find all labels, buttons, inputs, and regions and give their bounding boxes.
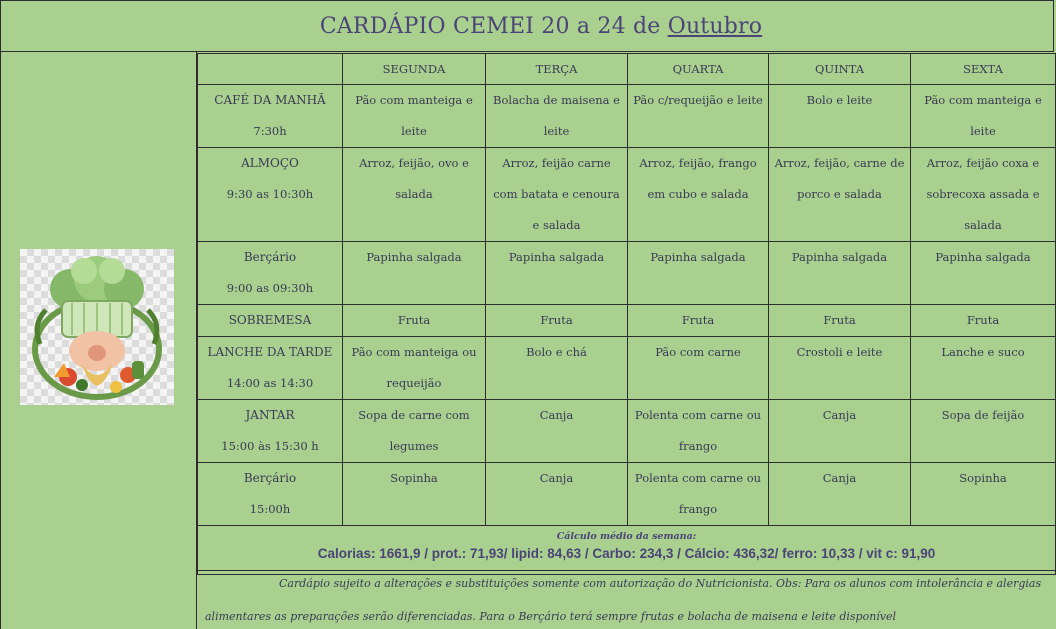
- day-header: SEXTA: [911, 54, 1056, 85]
- menu-cell: Pão c/requeijão e leite: [628, 85, 769, 148]
- menu-cell: Fruta: [911, 305, 1056, 337]
- table-row: [198, 242, 1056, 305]
- calc-values: Calorias: 1661,9 / prot.: 71,93/ lipid: 84,63 / Carbo: 234,3 / Cálcio: 436,32/ ferro: 10,33 / vit c: 91,90: [317, 546, 936, 561]
- menu-cell: Arroz, feijão, ovo e salada: [343, 148, 486, 242]
- meal-cell: [198, 305, 343, 337]
- note-text: [197, 571, 1055, 596]
- menu-cell: Pão com carne: [628, 337, 769, 400]
- menu-cell: Papinha salgada: [769, 242, 911, 305]
- meal-cell: [198, 400, 343, 463]
- day-header: QUARTA: [628, 54, 769, 85]
- menu-cell: Fruta: [769, 305, 911, 337]
- header-empty: [198, 54, 343, 85]
- menu-cell: Lanche e suco: [911, 337, 1056, 400]
- title-bar: [0, 0, 1054, 52]
- meal-time: 15:00 às 15:30 h: [221, 439, 319, 453]
- menu-cell: Arroz, feijão carne com batata e cenoura e salada: [486, 148, 628, 242]
- chef-vegetable-icon: [20, 249, 174, 405]
- day-header: TERÇA: [486, 54, 628, 85]
- menu-cell: Sopinha: [911, 463, 1056, 526]
- menu-cell: Bolo e chá: [486, 337, 628, 400]
- page-title: [320, 14, 762, 39]
- calc-title: Cálculo médio da semana:: [556, 531, 697, 542]
- menu-cell: Papinha salgada: [911, 242, 1056, 305]
- meal-name: ALMOÇO: [241, 156, 299, 170]
- day-header: QUINTA: [769, 54, 911, 85]
- menu-cell: Fruta: [486, 305, 628, 337]
- title-prefix: CARDÁPIO CEMEI 20 a 24 de: [319, 13, 668, 39]
- meal-name: SOBREMESA: [228, 313, 312, 327]
- meal-time: 9:00 as 09:30h: [226, 281, 314, 295]
- menu-cell: Crostoli e leite: [769, 337, 911, 400]
- menu-table: [197, 53, 1056, 575]
- menu-cell: Pão com manteiga e leite: [343, 85, 486, 148]
- menu-cell: Sopa de feijão: [911, 400, 1056, 463]
- menu-cell: Fruta: [628, 305, 769, 337]
- note-line-2: alimentares as preparações serão diferenciadas. Para o Berçário terá sempre frutas e bolacha de maisena e leite disponível: [205, 610, 897, 623]
- menu-cell: Arroz, feijão, carne de porco e salada: [769, 148, 911, 242]
- menu-cell: Pão com manteiga ou requeijão: [343, 337, 486, 400]
- menu-cell: Canja: [486, 400, 628, 463]
- meal-time: 14:00 as 14:30: [226, 376, 314, 390]
- menu-cell: Bolo e leite: [769, 85, 911, 148]
- title-month: Outubro: [667, 13, 763, 39]
- meal-name: LANCHE DA TARDE: [207, 345, 333, 359]
- meal-cell: [198, 242, 343, 305]
- header-row: [198, 54, 1056, 85]
- calc-row: [198, 526, 1056, 575]
- menu-cell: Sopinha: [343, 463, 486, 526]
- meal-name: CAFÉ DA MANHÃ: [214, 93, 326, 107]
- table-row: [198, 463, 1056, 526]
- menu-cell: Papinha salgada: [343, 242, 486, 305]
- meal-cell: [198, 463, 343, 526]
- menu-cell: Canja: [769, 463, 911, 526]
- meal-name: JANTAR: [245, 408, 295, 422]
- calc-cell: [198, 526, 1056, 575]
- menu-cell: Arroz, feijão, frango em cubo e salada: [628, 148, 769, 242]
- menu-cell: Papinha salgada: [628, 242, 769, 305]
- table-row: [198, 85, 1056, 148]
- table-row: [198, 148, 1056, 242]
- note-line-1: Cardápio sujeito a alterações e substituições somente com autorização do Nutricionista. Obs: Para os alunos com intolerância e alergias: [279, 577, 1042, 590]
- menu-cell: Polenta com carne ou frango: [628, 400, 769, 463]
- table-row: [198, 337, 1056, 400]
- menu-cell: Sopa de carne com legumes: [343, 400, 486, 463]
- left-panel: [0, 52, 197, 629]
- meal-time: 15:00h: [249, 502, 291, 516]
- menu-cell: Canja: [769, 400, 911, 463]
- meal-cell: [198, 85, 343, 148]
- table-row: [198, 305, 1056, 337]
- meal-name: Berçário: [243, 250, 297, 264]
- menu-cell: Arroz, feijão coxa e sobrecoxa assada e salada: [911, 148, 1056, 242]
- day-header: SEGUNDA: [343, 54, 486, 85]
- menu-cell: Fruta: [343, 305, 486, 337]
- meal-cell: [198, 337, 343, 400]
- meal-name: Berçário: [243, 471, 297, 485]
- menu-cell: Papinha salgada: [486, 242, 628, 305]
- menu-cell: Polenta com carne ou frango: [628, 463, 769, 526]
- meal-time: 7:30h: [253, 124, 287, 138]
- menu-cell: Bolacha de maisena e leite: [486, 85, 628, 148]
- note-line-2-wrap: [0, 605, 1056, 629]
- table-row: [198, 400, 1056, 463]
- menu-cell: Canja: [486, 463, 628, 526]
- meal-time: 9:30 as 10:30h: [226, 187, 314, 201]
- menu-cell: Pão com manteiga e leite: [911, 85, 1056, 148]
- meal-cell: [198, 148, 343, 242]
